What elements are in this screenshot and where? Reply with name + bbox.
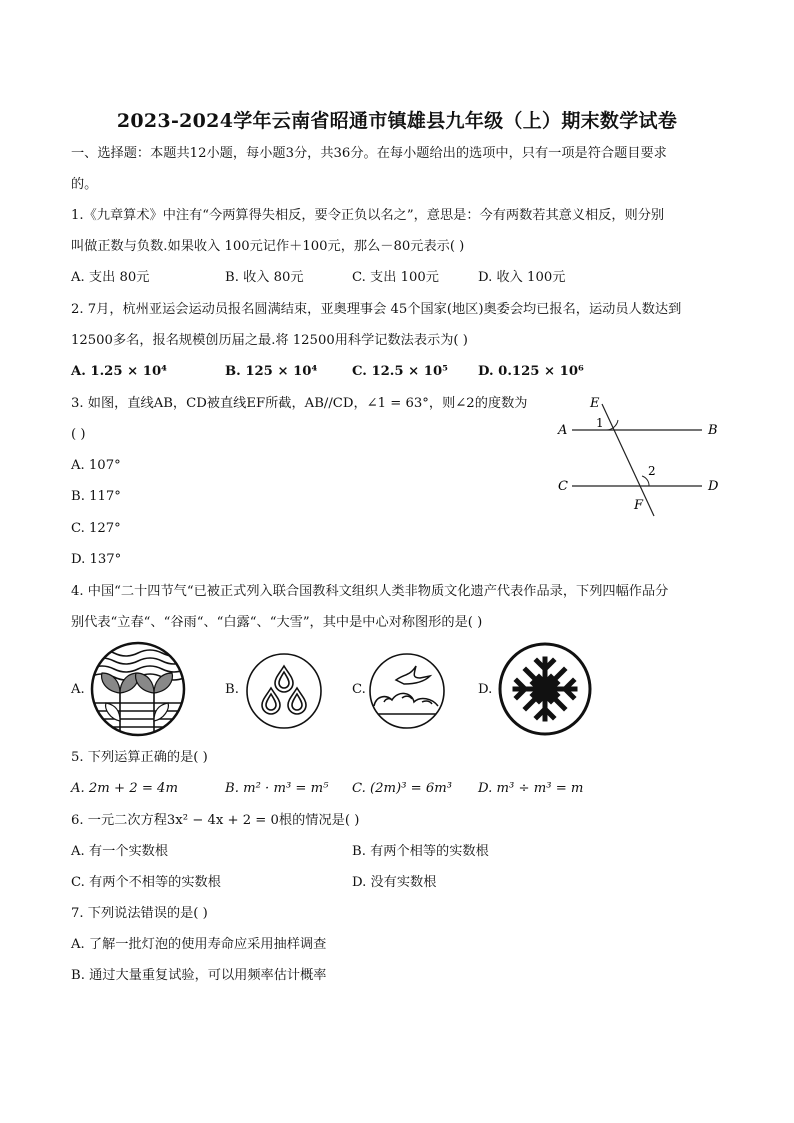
q1-line2: 叫做正数与负数.如果收入 100元记作＋100元，那么－80元表示( ) (71, 239, 465, 254)
q4-option-b-label: B. (225, 682, 239, 697)
label-angle-1: 1 (596, 416, 604, 430)
label-angle-2: 2 (648, 464, 656, 478)
q6-option-a: A. 有一个实数根 (71, 844, 169, 859)
label-d: D (708, 479, 719, 494)
q4-line2: 别代表“立春“、“谷雨“、“白露“、“大雪”，其中是中心对称图形的是( ) (71, 615, 483, 630)
white-dew-bird-icon (368, 652, 446, 730)
section-heading-line1: 一、选择题：本题共12小题，每小题3分，共36分。在每小题给出的选项中，只有一项是符合题目要求 (71, 146, 667, 161)
exam-title: 2023-2024学年云南省昭通市镇雄县九年级（上）期末数学试卷 (116, 110, 678, 132)
q2-option-c: C. 12.5 × 10⁵ (352, 364, 448, 379)
q2-option-b: B. 125 × 10⁴ (225, 364, 318, 379)
q6-option-b: B. 有两个相等的实数根 (352, 844, 489, 859)
q5-option-c: C. (2m)³ = 6m³ (352, 781, 453, 796)
label-f: F (634, 498, 644, 513)
q3-option-a: A. 107° (71, 458, 121, 473)
q6-option-c: C. 有两个不相等的实数根 (71, 875, 221, 890)
q3-option-d: D. 137° (71, 552, 122, 567)
q5-option-a: A. 2m + 2 = 4m (71, 781, 178, 796)
q5-option-b: B. m² · m³ = m⁵ (225, 781, 329, 796)
q5-option-d: D. m³ ÷ m³ = m (478, 781, 584, 796)
q7-line1: 7. 下列说法错误的是( ) (71, 906, 208, 921)
q3-option-b: B. 117° (71, 489, 121, 504)
q1-option-a: A. 支出 80元 (71, 270, 150, 285)
label-c: C (558, 479, 568, 494)
q1-option-b: B. 收入 80元 (225, 270, 304, 285)
q3-option-c: C. 127° (71, 521, 121, 536)
q5-line1: 5. 下列运算正确的是( ) (71, 750, 208, 765)
q4-line1: 4. 中国“二十四节气“已被正式列入联合国教科文组织人类非物质文化遗产代表作品录，下列四幅作品分 (71, 584, 669, 599)
q2-line2: 12500多名，报名规模创历届之最.将 12500用科学记数法表示为( ) (71, 333, 468, 348)
q3-line1: 3. 如图，直线AB，CD被直线EF所截，AB//CD，∠1 = 63°，则∠2的度数为 (71, 396, 528, 411)
q3-parallel-lines-figure (550, 390, 730, 525)
q7-option-a: A. 了解一批灯泡的使用寿命应采用抽样调查 (71, 937, 327, 952)
q2-option-d: D. 0.125 × 10⁶ (478, 364, 584, 379)
q1-line1: 1.《九章算术》中注有“今两算得失相反，要令正负以名之”，意思是：今有两数若其意义相反，则分别 (71, 208, 665, 223)
q6-line1: 6. 一元二次方程3x² − 4x + 2 = 0根的情况是( ) (71, 813, 360, 828)
q2-option-a: A. 1.25 × 10⁴ (71, 364, 167, 379)
q4-option-d-label: D. (478, 682, 493, 697)
section-heading-line2: 的。 (71, 177, 98, 192)
q7-option-b: B. 通过大量重复试验，可以用频率估计概率 (71, 968, 327, 983)
q1-option-d: D. 收入 100元 (478, 270, 566, 285)
q6-option-d: D. 没有实数根 (352, 875, 437, 890)
spring-sprout-icon (90, 641, 186, 737)
q4-option-c-label: C. (352, 682, 366, 697)
label-a: A (558, 423, 568, 438)
grain-rain-drops-icon (245, 652, 323, 730)
q3-line2: ( ) (71, 427, 86, 442)
q1-option-c: C. 支出 100元 (352, 270, 439, 285)
label-e: E (590, 396, 600, 411)
q4-option-a-label: A. (71, 682, 85, 697)
q2-line1: 2. 7月，杭州亚运会运动员报名圆满结束，亚奥理事会 45个国家(地区)奥委会均已报名，运动员人数达到 (71, 302, 682, 317)
label-b: B (708, 423, 718, 438)
great-snow-snowflake-icon (497, 641, 593, 737)
